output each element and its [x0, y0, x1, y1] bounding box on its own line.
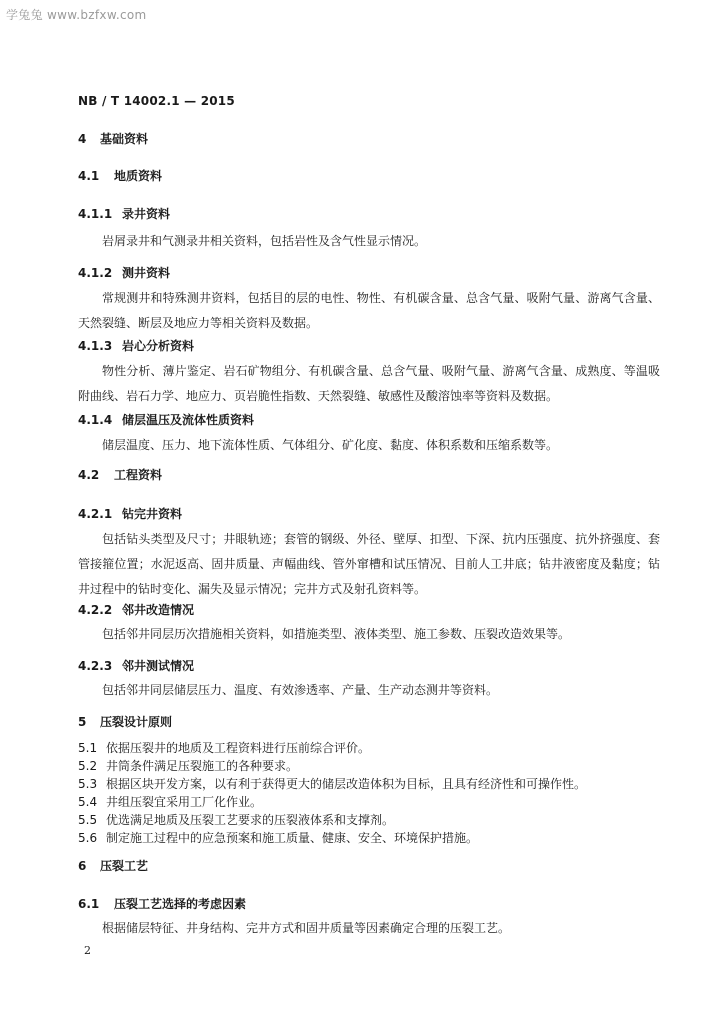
paragraph-4-2-1: 包括钻头类型及尺寸；井眼轨迹；套管的钢级、外径、壁厚、扣型、下深、抗内压强度、抗外挤强度、套管接箍位置；水泥返高、固井质量、声幅曲线、管外窜槽和试压情况、目前人工井底；钻井液密度及黏度；钻井过程中的钻时变化、漏失及显示情况；完井方式及射孔资料等。: [78, 532, 660, 596]
heading-6-1: 6.1 压裂工艺选择的考虑因素: [78, 897, 247, 911]
heading-4-2: 4.2 工程资料: [78, 468, 163, 482]
heading-5: 5 压裂设计原则: [78, 715, 173, 729]
paragraph-4-1-3: 物性分析、薄片鉴定、岩石矿物组分、有机碳含量、总含气量、吸附气量、游离气含量、成熟度、等温吸附曲线、岩石力学、地应力、页岩脆性指数、天然裂缝、敏感性及酸溶蚀率等资料及数据。: [78, 364, 660, 403]
heading-4-2-3: 4.2.3 邻井测试情况: [78, 659, 195, 673]
paragraph-4-1-4: 储层温度、压力、地下流体性质、气体组分、矿化度、黏度、体积系数和压缩系数等。: [102, 438, 559, 452]
heading-4-1-4: 4.1.4 储层温压及流体性质资料: [78, 413, 255, 427]
heading-4-2-2: 4.2.2 邻井改造情况: [78, 603, 195, 617]
list-item-5-6: 5.6 制定施工过程中的应急预案和施工质量、健康、安全、环境保护措施。: [78, 831, 479, 845]
watermark: 学兔兔 www.bzfxw.com: [6, 8, 147, 22]
paragraph-4-2-2: 包括邻井同层历次措施相关资料，如措施类型、液体类型、施工参数、压裂改造效果等。: [102, 627, 571, 641]
list-item-5-4: 5.4 井组压裂宜采用工厂化作业。: [78, 795, 263, 809]
heading-4-1-2: 4.1.2 测井资料: [78, 266, 171, 280]
heading-4-1: 4.1 地质资料: [78, 169, 163, 183]
heading-4: 4 基础资料: [78, 132, 149, 146]
heading-4-2-1: 4.2.1 钻完井资料: [78, 507, 183, 521]
heading-4-1-1: 4.1.1 录井资料: [78, 207, 171, 221]
paragraph-6-1: 根据储层特征、井身结构、完井方式和固井质量等因素确定合理的压裂工艺。: [102, 921, 511, 935]
list-item-5-1: 5.1 依据压裂井的地质及工程资料进行压前综合评价。: [78, 741, 371, 755]
list-item-5-5: 5.5 优选满足地质及压裂工艺要求的压裂液体系和支撑剂。: [78, 813, 395, 827]
list-item-5-3: 5.3 根据区块开发方案，以有利于获得更大的储层改造体积为目标，且具有经济性和可操作性。: [78, 777, 587, 791]
list-item-5-2: 5.2 井筒条件满足压裂施工的各种要求。: [78, 759, 299, 773]
heading-6: 6 压裂工艺: [78, 859, 149, 873]
paragraph-4-1-1: 岩屑录井和气测录井相关资料，包括岩性及含气性显示情况。: [102, 234, 427, 248]
page-number: 2: [84, 944, 91, 957]
paragraph-4-1-2: 常规测井和特殊测井资料，包括目的层的电性、物性、有机碳含量、总含气量、吸附气量、游离气含量、天然裂缝、断层及地应力等相关资料及数据。: [78, 291, 660, 330]
heading-4-1-3: 4.1.3 岩心分析资料: [78, 339, 195, 353]
document-number: NB / T 14002.1 — 2015: [78, 94, 235, 108]
paragraph-4-2-3: 包括邻井同层储层压力、温度、有效渗透率、产量、生产动态测井等资料。: [102, 683, 499, 697]
